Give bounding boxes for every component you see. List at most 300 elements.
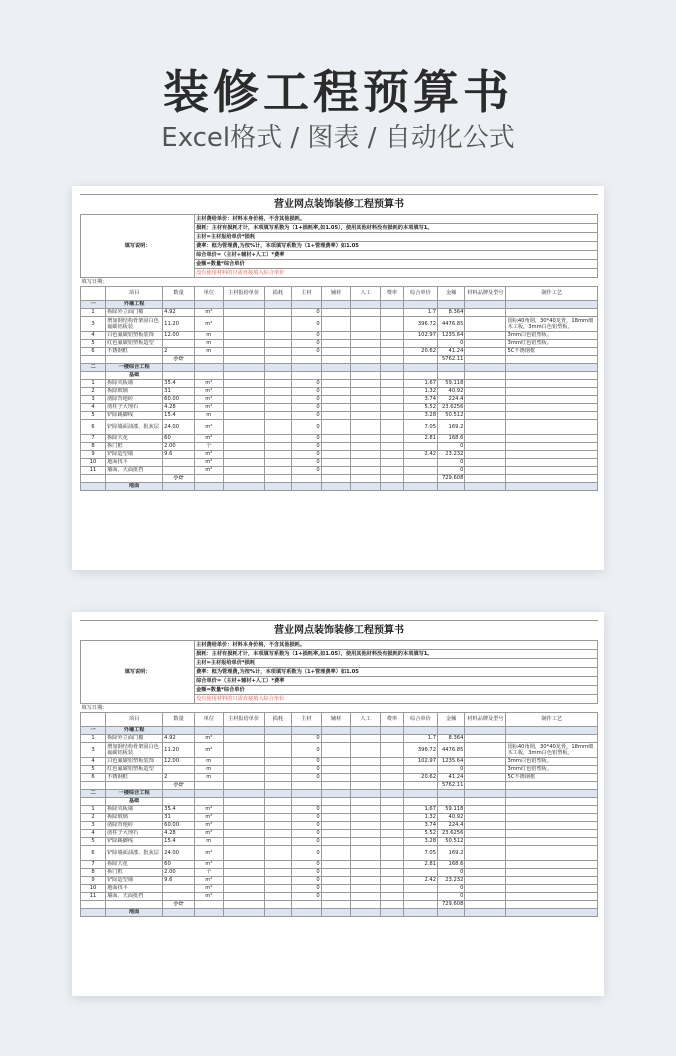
empty-cell: [264, 483, 291, 491]
row-unit: m²: [195, 743, 224, 758]
empty-cell: [106, 901, 163, 909]
row-craft: [506, 877, 598, 885]
row-unit: m²: [195, 435, 224, 443]
row-unit: m²: [195, 861, 224, 869]
empty-cell: [506, 798, 598, 806]
empty-cell: [465, 459, 506, 467]
section-no: 一: [81, 727, 106, 735]
row-no: 6: [81, 348, 106, 356]
row-no: 7: [81, 435, 106, 443]
empty-cell: [223, 893, 264, 901]
empty-cell: [321, 404, 351, 412]
row-qty: [163, 459, 195, 467]
row-qty: [163, 467, 195, 475]
empty-cell: [381, 814, 404, 822]
empty-cell: [438, 301, 465, 309]
next-section-name: 地面: [106, 909, 163, 917]
empty-cell: [223, 340, 264, 348]
row-main: 0: [292, 309, 322, 317]
date-label: 填写日期:: [81, 704, 598, 713]
row-craft: 3mm红色铝塑板。: [506, 340, 598, 348]
column-header: 辅材: [321, 287, 351, 301]
empty-cell: [195, 364, 224, 372]
row-price: 7.05: [403, 420, 437, 435]
empty-cell: [195, 356, 224, 364]
empty-cell: [163, 909, 195, 917]
next-section-row: [81, 483, 598, 491]
sheet-preview-2: [72, 612, 604, 996]
empty-cell: [223, 435, 264, 443]
empty-cell: [381, 372, 404, 380]
empty-cell: [351, 301, 381, 309]
empty-cell: [321, 727, 351, 735]
empty-cell: [506, 901, 598, 909]
empty-cell: [381, 846, 404, 861]
empty-cell: [264, 340, 291, 348]
empty-cell: [381, 790, 404, 798]
empty-cell: [351, 735, 381, 743]
row-amount: 59.118: [438, 806, 465, 814]
empty-cell: [223, 309, 264, 317]
row-amount: 169.2: [438, 420, 465, 435]
table-row: [81, 459, 598, 467]
table-row: [81, 451, 598, 459]
subsection-row: [81, 798, 598, 806]
row-item: 拆除天花: [106, 861, 163, 869]
row-unit: m²: [195, 877, 224, 885]
row-price: [403, 766, 437, 774]
row-main: 0: [292, 869, 322, 877]
empty-cell: [465, 309, 506, 317]
empty-cell: [321, 758, 351, 766]
row-no: 9: [81, 451, 106, 459]
empty-cell: [321, 388, 351, 396]
empty-cell: [465, 404, 506, 412]
row-price: 3.28: [403, 838, 437, 846]
row-item: 拆除天花: [106, 435, 163, 443]
empty-cell: [351, 388, 381, 396]
row-craft: [506, 822, 598, 830]
row-no: 3: [81, 396, 106, 404]
section-no: 二: [81, 790, 106, 798]
row-unit: m: [195, 412, 224, 420]
empty-cell: [351, 830, 381, 838]
budget-table: [80, 622, 598, 917]
empty-cell: [381, 435, 404, 443]
row-qty: 2: [163, 774, 195, 782]
empty-cell: [351, 364, 381, 372]
empty-cell: [381, 404, 404, 412]
empty-cell: [106, 782, 163, 790]
empty-cell: [321, 459, 351, 467]
empty-cell: [264, 893, 291, 901]
row-unit: m²: [195, 451, 224, 459]
row-craft: [506, 435, 598, 443]
empty-cell: [351, 838, 381, 846]
empty-cell: [403, 475, 437, 483]
empty-cell: [264, 838, 291, 846]
row-no: 1: [81, 380, 106, 388]
empty-cell: [438, 727, 465, 735]
row-amount: 41.24: [438, 348, 465, 356]
row-unit: m²: [195, 846, 224, 861]
row-no: 2: [81, 388, 106, 396]
empty-cell: [223, 380, 264, 388]
empty-cell: [81, 909, 106, 917]
empty-cell: [321, 451, 351, 459]
row-price: [403, 467, 437, 475]
row-main: 0: [292, 340, 322, 348]
row-amount: 168.6: [438, 435, 465, 443]
subtotal-value: 5762.11: [438, 782, 465, 790]
row-amount: 23.6256: [438, 830, 465, 838]
row-amount: 0: [438, 885, 465, 893]
empty-cell: [321, 309, 351, 317]
empty-cell: [264, 766, 291, 774]
empty-cell: [321, 380, 351, 388]
row-amount: 168.6: [438, 861, 465, 869]
empty-cell: [223, 861, 264, 869]
column-header: 制作工艺: [506, 287, 598, 301]
row-craft: [506, 459, 598, 467]
row-price: 20.62: [403, 348, 437, 356]
column-header: 综合单价: [403, 287, 437, 301]
row-craft: [506, 893, 598, 901]
empty-cell: [321, 396, 351, 404]
empty-cell: [465, 301, 506, 309]
empty-cell: [465, 483, 506, 491]
row-unit: m²: [195, 380, 224, 388]
empty-cell: [223, 317, 264, 332]
table-row: [81, 332, 598, 340]
empty-cell: [465, 475, 506, 483]
row-price: [403, 885, 437, 893]
empty-cell: [223, 420, 264, 435]
column-header: 损耗: [264, 713, 291, 727]
empty-cell: [465, 317, 506, 332]
empty-cell: [321, 893, 351, 901]
row-qty: [163, 885, 195, 893]
next-section-row: [81, 909, 598, 917]
row-amount: 40.92: [438, 814, 465, 822]
table-row: [81, 735, 598, 743]
empty-cell: [465, 727, 506, 735]
empty-cell: [195, 301, 224, 309]
empty-cell: [81, 901, 106, 909]
empty-cell: [195, 909, 224, 917]
row-amount: 0: [438, 443, 465, 451]
row-amount: 23.232: [438, 451, 465, 459]
empty-cell: [351, 869, 381, 877]
empty-cell: [465, 396, 506, 404]
empty-cell: [195, 782, 224, 790]
row-main: 0: [292, 806, 322, 814]
row-craft: [506, 814, 598, 822]
note-line: 费率：框为管理费,为按%计，本项填写系数为（1+管理费率）如1.05: [195, 242, 598, 251]
row-main: 0: [292, 885, 322, 893]
empty-cell: [223, 877, 264, 885]
row-item: 拆除外立面门楣: [106, 309, 163, 317]
table-row: [81, 861, 598, 869]
empty-cell: [264, 814, 291, 822]
row-amount: 0: [438, 893, 465, 901]
row-craft: [506, 420, 598, 435]
row-item: 白色氟碳铝塑板装饰: [106, 758, 163, 766]
notes-label: 填写说明：: [81, 215, 195, 278]
row-item: 拆门框: [106, 869, 163, 877]
row-amount: 4476.85: [438, 317, 465, 332]
section-row: [81, 727, 598, 735]
empty-cell: [381, 735, 404, 743]
empty-cell: [351, 483, 381, 491]
row-price: 102.97: [403, 332, 437, 340]
empty-cell: [465, 340, 506, 348]
empty-cell: [264, 806, 291, 814]
empty-cell: [292, 727, 322, 735]
row-qty: 2.00: [163, 869, 195, 877]
empty-cell: [321, 332, 351, 340]
row-unit: m²: [195, 830, 224, 838]
empty-cell: [264, 317, 291, 332]
row-no: 3: [81, 317, 106, 332]
row-unit: m²: [195, 822, 224, 830]
column-header: 单位: [195, 713, 224, 727]
empty-cell: [403, 782, 437, 790]
empty-cell: [163, 790, 195, 798]
empty-cell: [351, 404, 381, 412]
row-price: 5.52: [403, 404, 437, 412]
empty-cell: [351, 798, 381, 806]
empty-cell: [81, 372, 106, 380]
empty-cell: [381, 309, 404, 317]
empty-cell: [264, 735, 291, 743]
empty-cell: [223, 727, 264, 735]
row-qty: 2.00: [163, 443, 195, 451]
row-item: 墙面、天面批挡: [106, 893, 163, 901]
empty-cell: [351, 435, 381, 443]
empty-cell: [403, 901, 437, 909]
empty-cell: [223, 846, 264, 861]
empty-cell: [264, 372, 291, 380]
row-main: 0: [292, 467, 322, 475]
row-unit: m²: [195, 814, 224, 822]
empty-cell: [465, 822, 506, 830]
row-craft: [506, 396, 598, 404]
row-item: 增加钢结构骨架固白色氟碳铝板装: [106, 743, 163, 758]
row-price: 5.52: [403, 830, 437, 838]
table-row: [81, 869, 598, 877]
empty-cell: [223, 822, 264, 830]
row-no: 10: [81, 459, 106, 467]
empty-cell: [106, 356, 163, 364]
section-name: 外墙工程: [106, 727, 163, 735]
table-row: [81, 348, 598, 356]
row-item: 铲除造型墙: [106, 877, 163, 885]
row-amount: 50.512: [438, 412, 465, 420]
empty-cell: [321, 830, 351, 838]
row-item: 凿柱子大理石: [106, 830, 163, 838]
row-amount: 0: [438, 340, 465, 348]
empty-cell: [465, 790, 506, 798]
row-craft: [506, 735, 598, 743]
empty-cell: [223, 838, 264, 846]
empty-cell: [223, 869, 264, 877]
row-craft: [506, 443, 598, 451]
row-item: 凿除背地砖: [106, 822, 163, 830]
empty-cell: [506, 790, 598, 798]
hero-subtitle: Excel格式 / 图表 / 自动化公式: [161, 123, 515, 153]
empty-cell: [81, 782, 106, 790]
row-item: 增加钢结构骨架固白色氟碳铝板装: [106, 317, 163, 332]
row-main: 0: [292, 877, 322, 885]
row-craft: [506, 806, 598, 814]
empty-cell: [403, 909, 437, 917]
empty-cell: [506, 727, 598, 735]
empty-cell: [465, 766, 506, 774]
row-qty: 15.4: [163, 412, 195, 420]
row-no: 5: [81, 838, 106, 846]
row-item: 拆除外立面门楣: [106, 735, 163, 743]
row-amount: 41.24: [438, 774, 465, 782]
row-price: [403, 459, 437, 467]
row-unit: m²: [195, 885, 224, 893]
note-line: 损耗：主材有损耗才计，本项填写系数为（1+损耗率,如1.05），使用其他材料没有损耗的本项填写1。: [195, 224, 598, 233]
empty-cell: [381, 356, 404, 364]
section-row: [81, 790, 598, 798]
row-unit: m²: [195, 735, 224, 743]
empty-cell: [381, 806, 404, 814]
empty-cell: [321, 766, 351, 774]
section-name: 外墙工程: [106, 301, 163, 309]
empty-cell: [465, 798, 506, 806]
empty-cell: [351, 459, 381, 467]
empty-cell: [351, 758, 381, 766]
row-qty: [163, 766, 195, 774]
empty-cell: [403, 483, 437, 491]
empty-cell: [465, 909, 506, 917]
column-header: 损耗: [264, 287, 291, 301]
note-line: 主材费给单价：材料本身价格，不含其他损耗。: [195, 215, 598, 224]
empty-cell: [465, 806, 506, 814]
empty-cell: [81, 798, 106, 806]
column-header: 综合单价: [403, 713, 437, 727]
row-no: 6: [81, 420, 106, 435]
row-qty: 9.6: [163, 877, 195, 885]
empty-cell: [292, 372, 322, 380]
row-amount: 50.512: [438, 838, 465, 846]
row-price: 1.32: [403, 814, 437, 822]
row-main: 0: [292, 380, 322, 388]
empty-cell: [195, 901, 224, 909]
empty-cell: [465, 877, 506, 885]
row-price: 1.67: [403, 380, 437, 388]
row-amount: 224.4: [438, 396, 465, 404]
empty-cell: [264, 348, 291, 356]
row-item: 铲除踢脚线: [106, 838, 163, 846]
empty-cell: [264, 451, 291, 459]
column-header: 项目: [106, 287, 163, 301]
empty-cell: [321, 356, 351, 364]
empty-cell: [264, 356, 291, 364]
row-qty: 35.4: [163, 806, 195, 814]
empty-cell: [223, 396, 264, 404]
empty-cell: [465, 814, 506, 822]
empty-cell: [351, 340, 381, 348]
row-qty: 11.20: [163, 743, 195, 758]
row-craft: [506, 309, 598, 317]
row-price: [403, 893, 437, 901]
note-line: 金额=数量*综合单价: [195, 260, 598, 269]
row-craft: [506, 404, 598, 412]
empty-cell: [321, 743, 351, 758]
row-qty: 15.4: [163, 838, 195, 846]
column-header: 材料品牌及型号: [465, 287, 506, 301]
empty-cell: [438, 364, 465, 372]
empty-cell: [381, 774, 404, 782]
empty-cell: [264, 467, 291, 475]
row-no: 1: [81, 309, 106, 317]
empty-cell: [321, 735, 351, 743]
empty-cell: [351, 814, 381, 822]
subtotal-label: 小计: [163, 782, 195, 790]
table-row: [81, 340, 598, 348]
row-qty: 4.92: [163, 309, 195, 317]
row-unit: m²: [195, 396, 224, 404]
empty-cell: [351, 309, 381, 317]
empty-cell: [465, 846, 506, 861]
empty-cell: [264, 475, 291, 483]
row-price: 1.7: [403, 309, 437, 317]
row-unit: m²: [195, 467, 224, 475]
row-price: 102.97: [403, 758, 437, 766]
row-unit: m: [195, 774, 224, 782]
row-main: 0: [292, 412, 322, 420]
empty-cell: [264, 435, 291, 443]
empty-cell: [381, 766, 404, 774]
row-item: 不锈钢框: [106, 348, 163, 356]
row-unit: m²: [195, 388, 224, 396]
row-amount: 23.232: [438, 877, 465, 885]
empty-cell: [465, 435, 506, 443]
empty-cell: [465, 782, 506, 790]
empty-cell: [223, 348, 264, 356]
empty-cell: [381, 830, 404, 838]
row-craft: [506, 467, 598, 475]
row-main: 0: [292, 774, 322, 782]
table-row: [81, 443, 598, 451]
row-price: 1.67: [403, 806, 437, 814]
empty-cell: [321, 412, 351, 420]
row-main: 0: [292, 404, 322, 412]
note-line: 综合单价=（主材+辅材+人工）*费率: [195, 677, 598, 686]
row-unit: m: [195, 838, 224, 846]
row-unit: m: [195, 340, 224, 348]
row-main: 0: [292, 893, 322, 901]
row-main: 0: [292, 388, 322, 396]
empty-cell: [465, 869, 506, 877]
empty-cell: [223, 356, 264, 364]
row-price: 2.42: [403, 451, 437, 459]
table-row: [81, 743, 598, 758]
empty-cell: [351, 893, 381, 901]
row-no: 6: [81, 774, 106, 782]
row-craft: 5C不锈钢框: [506, 348, 598, 356]
sheet-top-border: [80, 194, 598, 195]
row-no: 5: [81, 340, 106, 348]
row-no: 5: [81, 412, 106, 420]
empty-cell: [223, 467, 264, 475]
row-craft: [506, 838, 598, 846]
